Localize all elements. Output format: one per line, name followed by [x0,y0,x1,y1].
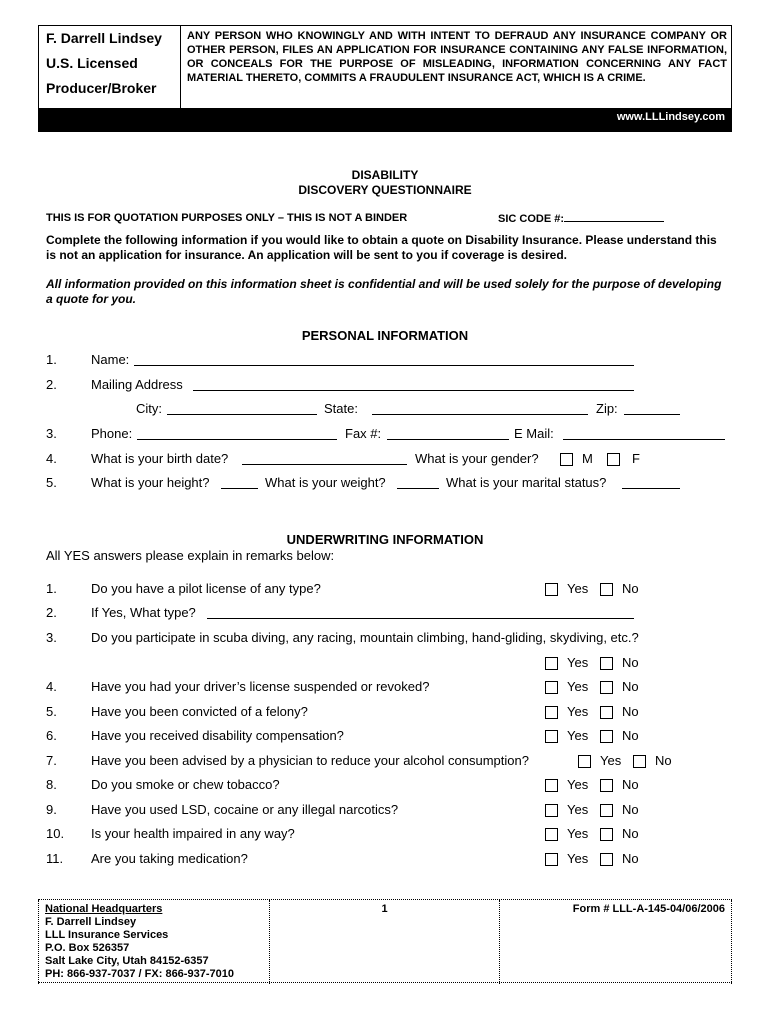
phone-field[interactable] [137,426,337,440]
name-label: Name: [91,352,130,367]
question-number: 4. [46,679,57,694]
female-checkbox[interactable] [607,453,620,466]
marital-status-field[interactable] [622,475,680,489]
question-row [0,679,770,697]
question-number: 10. [46,826,65,841]
yes-label: Yes [567,679,589,694]
phone-label: Phone: [91,426,133,441]
question-number: 11. [46,851,64,866]
height-field[interactable] [221,475,258,489]
question-text: Have you had your driver’s license suspended or revoked? [91,679,430,694]
question-row [0,753,770,771]
zip-label: Zip: [596,401,618,416]
male-checkbox[interactable] [560,453,573,466]
hq-title: National Headquarters [45,903,163,915]
page-footer [38,899,732,983]
no-checkbox[interactable] [600,681,613,694]
website-link[interactable]: www.LLLindsey.com [616,111,725,123]
birth-date-label: What is your birth date? [91,451,229,466]
website-bar [38,108,732,132]
sic-code-field[interactable] [498,212,664,225]
question-number: 8. [46,777,57,792]
question-number: 2. [46,605,57,620]
no-label: No [655,753,672,768]
height-label: What is your height? [91,475,210,490]
question-text: Do you participate in scuba diving, any racing, mountain climbing, hand-gliding, skydiving, etc.? [91,630,639,645]
no-label: No [622,802,639,817]
no-checkbox[interactable] [633,755,646,768]
broker-license: U.S. Licensed [46,55,138,71]
zip-field[interactable] [624,401,680,415]
no-label: No [622,679,639,694]
question-row [0,630,770,648]
question-text: Do you have a pilot license of any type? [91,581,321,596]
yes-checkbox[interactable] [545,828,558,841]
question-row [0,826,770,844]
hq-phone: PH: 866-937-7037 / FX: 866-937-7010 [45,968,234,980]
no-checkbox[interactable] [600,583,613,596]
yes-checkbox[interactable] [545,853,558,866]
question-row [0,704,770,722]
pilot-type-field[interactable] [207,605,634,619]
address-label: Mailing Address [91,377,183,392]
female-label: F [632,451,640,466]
no-label: No [622,777,639,792]
hq-city: Salt Lake City, Utah 84152-6357 [45,955,209,967]
broker-name: F. Darrell Lindsey [46,30,162,46]
weight-label: What is your weight? [265,475,386,490]
no-checkbox[interactable] [600,804,613,817]
yes-checkbox[interactable] [578,755,591,768]
yes-checkbox[interactable] [545,804,558,817]
question-number: 1. [46,581,57,596]
no-checkbox[interactable] [600,706,613,719]
question-text: Have you been convicted of a felony? [91,704,308,719]
question-number: 7. [46,753,57,768]
yes-label: Yes [567,704,589,719]
form-title-line1: DISABILITY [351,168,419,182]
question-number: 5. [46,704,57,719]
question-row [0,581,770,599]
no-label: No [622,826,639,841]
marital-status-label: What is your marital status? [446,475,607,490]
sic-code-label: SIC CODE #: [498,213,565,225]
question-text: If Yes, What type? [91,605,196,620]
yes-checkbox[interactable] [545,583,558,596]
fraud-warning: ANY PERSON WHO KNOWINGLY AND WITH INTENT TO DEFRAUD ANY INSURANCE COMPANY OR OTHER PERSON, FILES AN APPLICATION FOR INSURANCE CONTAINING ANY FALSE INFORMATION, OR CONCEALS FOR THE PURPOSE OF MISLEADING, INFORMATION CONCERNING ANY FACT MATERIAL THERETO, COMMITS A FRAUDULENT INSURANCE ACT, WHICH IS A CRIME. [187,30,727,84]
quotation-notice: THIS IS FOR QUOTATION PURPOSES ONLY – THIS IS NOT A BINDER [46,212,408,224]
yes-checkbox[interactable] [545,657,558,670]
question-row [0,802,770,820]
hq-po-box: P.O. Box 526357 [45,942,130,954]
question-row [0,777,770,795]
hq-company: LLL Insurance Services [45,929,169,941]
city-row [0,401,770,419]
no-checkbox[interactable] [600,779,613,792]
height-weight-row [0,475,770,493]
question-number: 3. [46,630,57,645]
question-text: Have you received disability compensation? [91,728,344,743]
question-text: Are you taking medication? [91,851,248,866]
answer-row [0,655,770,673]
email-field[interactable] [563,426,725,440]
yes-label: Yes [567,802,589,817]
hq-name: F. Darrell Lindsey [45,916,137,928]
yes-label: Yes [567,655,589,670]
form-number: Form # LLL-A-145-04/06/2006 [500,900,732,984]
state-label: State: [324,401,358,416]
question-text: Do you smoke or chew tobacco? [91,777,280,792]
no-checkbox[interactable] [600,828,613,841]
fax-label: Fax #: [345,426,382,441]
question-row [0,605,770,623]
no-label: No [622,851,639,866]
question-number: 9. [46,802,57,817]
city-label: City: [136,401,162,416]
confidential-paragraph: All information provided on this information sheet is confidential and will be used solely for the purpose of developing a quote for you. [46,277,722,306]
question-text: Have you been advised by a physician to reduce your alcohol consumption? [91,753,529,768]
fax-field[interactable] [387,426,509,440]
yes-label: Yes [567,851,589,866]
personal-info-heading: PERSONAL INFORMATION [301,328,469,343]
state-field[interactable] [372,401,588,415]
item-number: 1. [46,352,57,367]
yes-checkbox[interactable] [545,730,558,743]
question-row [0,851,770,869]
yes-label: Yes [600,753,622,768]
underwriting-heading: UNDERWRITING INFORMATION [286,532,484,547]
address-row [0,377,770,395]
broker-block [39,26,181,109]
no-label: No [622,655,639,670]
yes-label: Yes [567,581,589,596]
intro-paragraph: Complete the following information if you would like to obtain a quote on Disability Insurance. Please understand this is not an application for insurance. An application will be sent to you if coverage is desired. [46,233,717,262]
item-number: 5. [46,475,57,490]
headquarters-address [38,900,270,984]
birth-gender-row [0,451,770,469]
no-checkbox[interactable] [600,853,613,866]
name-field[interactable] [134,352,634,366]
no-label: No [622,704,639,719]
question-number: 6. [46,728,57,743]
city-field[interactable] [167,401,317,415]
underwriting-instructions: All YES answers please explain in remarks below: [46,548,335,563]
birth-date-field[interactable] [242,451,407,465]
no-checkbox[interactable] [600,730,613,743]
question-text: Is your health impaired in any way? [91,826,295,841]
no-label: No [622,581,639,596]
contact-row [0,426,770,444]
item-number: 2. [46,377,57,392]
male-label: M [582,451,593,466]
yes-checkbox[interactable] [545,681,558,694]
yes-label: Yes [567,826,589,841]
address-field[interactable] [193,377,634,391]
item-number: 3. [46,426,57,441]
yes-label: Yes [567,777,589,792]
name-row [0,352,770,370]
broker-title: Producer/Broker [46,80,157,96]
yes-label: Yes [567,728,589,743]
yes-checkbox[interactable] [545,779,558,792]
yes-checkbox[interactable] [545,706,558,719]
question-row [0,728,770,746]
letterhead [38,25,732,108]
form-title-line2: DISCOVERY QUESTIONNAIRE [298,183,472,197]
no-label: No [622,728,639,743]
weight-field[interactable] [397,475,439,489]
item-number: 4. [46,451,57,466]
gender-label: What is your gender? [415,451,539,466]
email-label: E Mail: [514,426,554,441]
page-number: 1 [270,900,500,984]
sic-code-blank[interactable] [564,212,664,222]
question-text: Have you used LSD, cocaine or any illegal narcotics? [91,802,399,817]
no-checkbox[interactable] [600,657,613,670]
